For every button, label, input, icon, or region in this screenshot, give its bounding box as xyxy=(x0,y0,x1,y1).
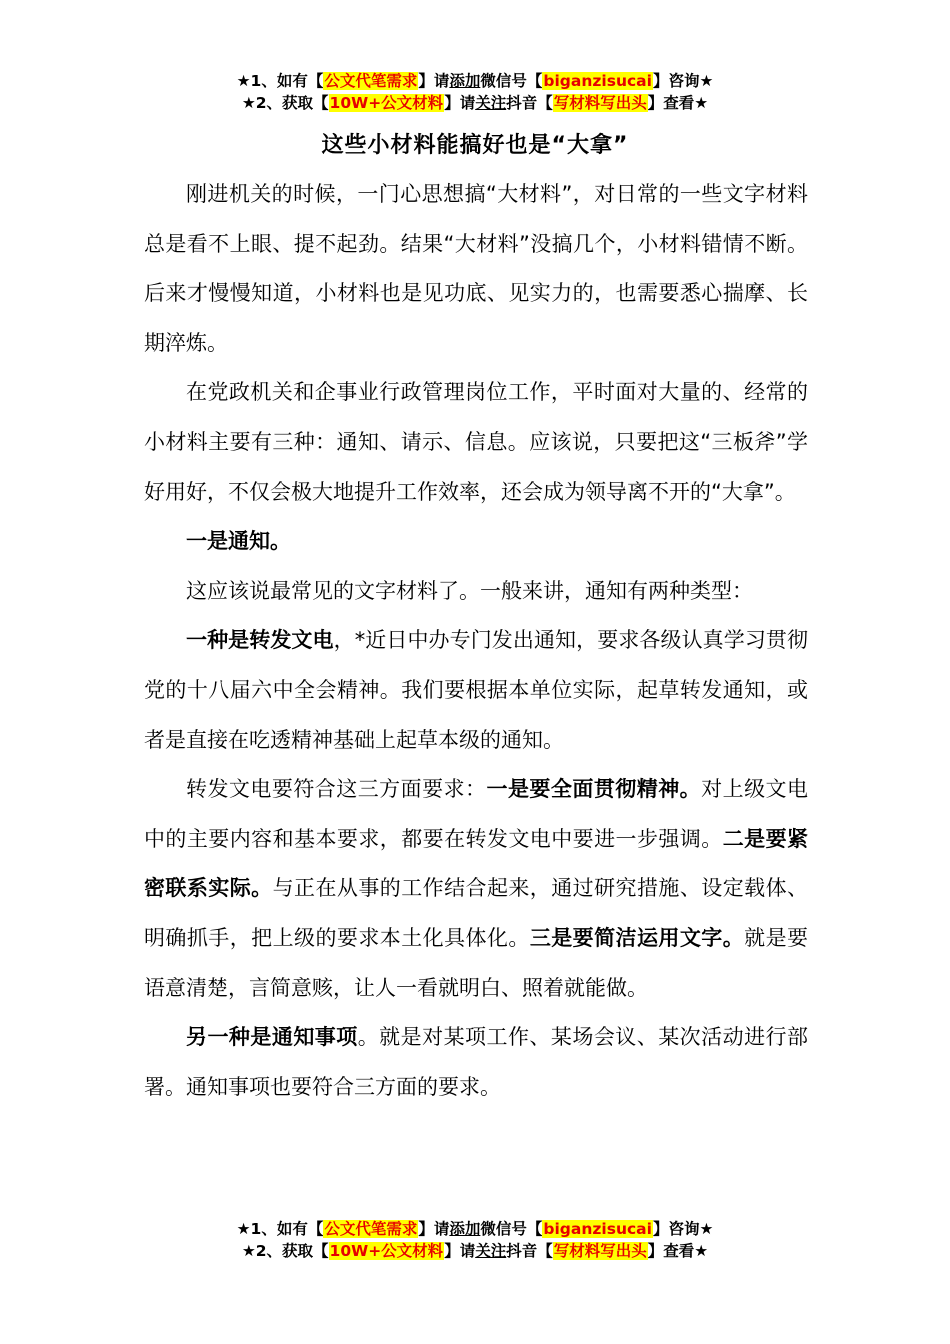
banner-text: 抖音【 xyxy=(506,1242,553,1260)
banner-line-1 xyxy=(0,1218,950,1240)
paragraph-types: 这应该说最常见的文字材料了。一般来讲，通知有两种类型： xyxy=(186,578,753,603)
banner-text: 】请 xyxy=(444,1242,476,1260)
bottom-banner xyxy=(0,1218,950,1262)
paragraph-text: 与正在从事的工作结合起来，通过研究措施、设定载体、明确抓手，把上级的要求本土化具体化。 xyxy=(144,876,809,950)
banner-highlight: biganzisucai xyxy=(543,72,652,90)
paragraph-intro: 刚进机关的时候，一门心思想搞“大材料”，对日常的一些文字材料总是看不上眼、提不起劲。结果“大材料”没搞几个，小材料错情不断。后来才慢慢知道，小材料也是见功底、见实力的，也需要悉心揣摩、长期淬炼。 xyxy=(144,182,808,355)
banner-text: ★2、获取【 xyxy=(241,94,329,112)
banner-emphasis: 添加 xyxy=(449,1220,481,1238)
banner-line-1 xyxy=(0,70,950,92)
top-banner xyxy=(0,70,950,114)
paragraph-text: 转发文电要符合这三方面要求： xyxy=(186,777,487,802)
banner-text: 微信号【 xyxy=(480,72,543,90)
heading-text: 一是通知。 xyxy=(186,529,291,554)
banner-highlight: 公文代笔需求 xyxy=(324,1220,418,1238)
banner-highlight: 写材料写出头 xyxy=(553,94,647,112)
banner-text: 】查看★ xyxy=(647,94,709,112)
paragraph-text: ，*近日中办专门发出通知，要求各级认真学习贯彻党的十八届六中全会精神。我们要根据本单位实际，起草转发通知，或者是直接在吃透精神基础上起草本级的通知。 xyxy=(144,628,809,752)
banner-emphasis: 添加 xyxy=(449,72,481,90)
banner-text: 】请 xyxy=(418,72,450,90)
paragraph-text: 。就是对某项工作、某场会议、某次活动进行部署。通知事项也要符合三方面的要求。 xyxy=(144,1025,809,1099)
paragraph-overview: 在党政机关和企事业行政管理岗位工作，平时面对大量的、经常的小材料主要有三种：通知、请示、信息。应该说，只要把这“三板斧”学好用好，不仅会极大地提升工作效率，还会成为领导离不开的“大拿”。 xyxy=(144,380,808,504)
banner-line-2 xyxy=(0,1240,950,1262)
banner-text: 】咨询★ xyxy=(652,1220,714,1238)
bold-point: 一是要全面贯彻精神。 xyxy=(486,777,702,802)
bold-point: 三是要简洁运用文字。 xyxy=(529,925,745,950)
banner-text: 】查看★ xyxy=(647,1242,709,1260)
banner-text: ★1、如有【 xyxy=(236,1220,324,1238)
document-title: 这些小材料能搞好也是“大拿” xyxy=(321,133,629,158)
paragraph-requirements xyxy=(144,765,808,1013)
paragraph-text: 对上级文电中的主要内容和基本要求，都要在转发文电中要进一步强调。 xyxy=(144,777,809,851)
banner-highlight: 10W+公文材料 xyxy=(329,1242,444,1260)
banner-text: 微信号【 xyxy=(480,1220,543,1238)
section-heading xyxy=(144,517,808,567)
banner-highlight: biganzisucai xyxy=(543,1220,652,1238)
paragraph-notice-items xyxy=(144,1013,808,1112)
bold-point: 二是要紧密联系实际。 xyxy=(144,826,809,901)
banner-text: ★2、获取【 xyxy=(241,1242,329,1260)
banner-highlight: 10W+公文材料 xyxy=(329,94,444,112)
bold-lead: 一种是转发文电 xyxy=(186,628,334,653)
paragraph-forwarding xyxy=(144,616,808,765)
document-body xyxy=(144,170,808,1112)
banner-highlight: 写材料写出头 xyxy=(553,1242,647,1260)
banner-highlight: 公文代笔需求 xyxy=(324,72,418,90)
banner-text: 】请 xyxy=(444,94,476,112)
bold-lead: 另一种是通知事项 xyxy=(186,1025,358,1050)
paragraph-text: 就是要语意清楚，言简意赅，让人一看就明白、照着就能做。 xyxy=(144,925,809,1000)
banner-line-2 xyxy=(0,92,950,114)
banner-emphasis: 关注 xyxy=(475,1242,507,1260)
banner-text: ★1、如有【 xyxy=(236,72,324,90)
banner-text: 】请 xyxy=(418,1220,450,1238)
banner-text: 抖音【 xyxy=(506,94,553,112)
banner-text: 】咨询★ xyxy=(652,72,714,90)
banner-emphasis: 关注 xyxy=(475,94,507,112)
